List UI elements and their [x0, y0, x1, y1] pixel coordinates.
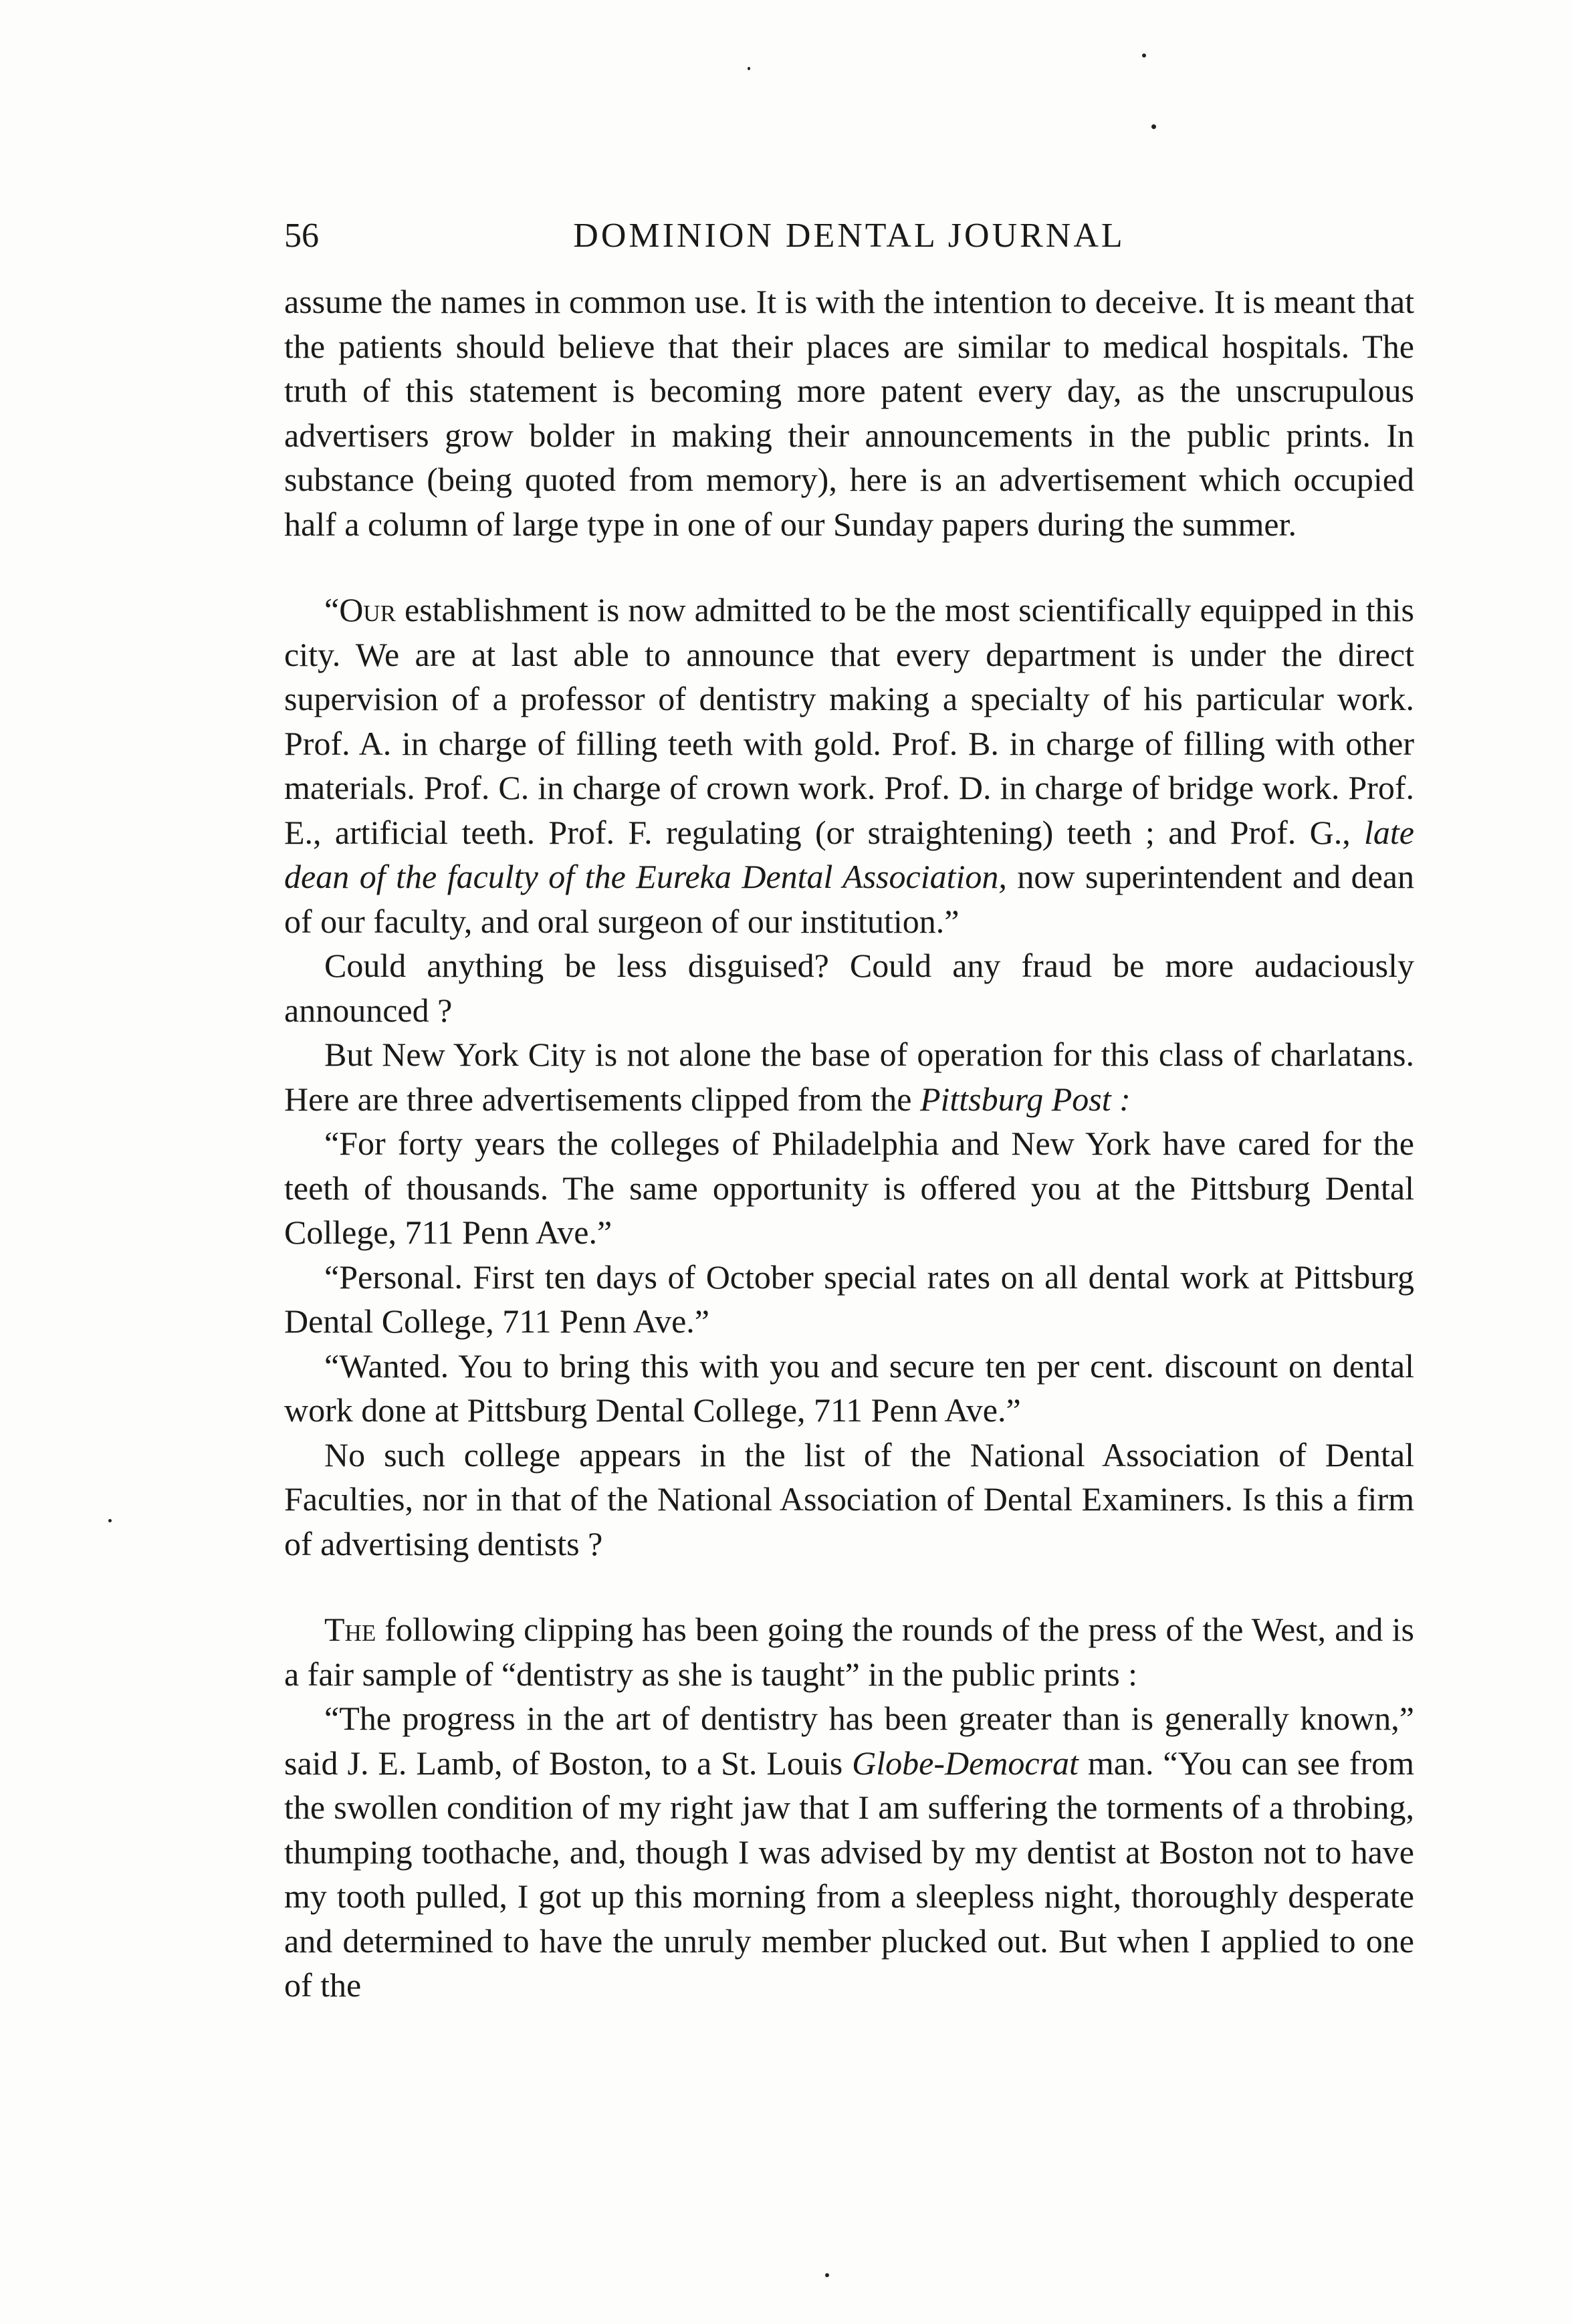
body-text — [284, 279, 1414, 2008]
lead-word: The — [324, 1611, 376, 1648]
clipping-quote — [284, 1696, 1414, 2008]
quote-text: now superintendent and dean of our faculty, and oral surgeon of our institution.” — [284, 858, 1414, 940]
lead-word: Our — [339, 591, 396, 628]
advertisement-quote: “For forty years the colleges of Philadelphia and New York have cared for the teeth of thousands. The same opportunity is offered you at the Pittsburg Dental College, 711 Penn Ave.” — [284, 1125, 1414, 1251]
scan-speck — [1142, 53, 1146, 57]
page-header — [284, 213, 1414, 259]
italic-text: late dean of the faculty of the Eureka Dental Association, — [284, 813, 1414, 895]
advertisement-quote: “Personal. First ten days of October special rates on all dental work at Pittsburg Dental College, 711 Penn Ave.” — [284, 1258, 1414, 1340]
advertisement-quote — [284, 588, 1414, 943]
paragraph: Could anything be less disguised? Could any fraud be more audaciously announced ? — [284, 947, 1414, 1029]
paragraph: No such college appears in the list of the National Association of Dental Faculties, nor in that of the National Association of Dental Examiners. Is this a firm of advertising dentists ? — [284, 1435, 1414, 1562]
paragraph-text: “The progress in the art of dentistry has been greater than is generally known,” said J. E. Lamb, of Boston, to a St. Louis — [284, 1700, 1414, 1782]
scan-speck — [825, 2273, 829, 2277]
open-quote: “ — [324, 591, 340, 628]
publication-title: Globe-Democrat — [852, 1744, 1079, 1782]
scan-speck — [748, 67, 750, 70]
paragraph-text: man. “You can see from the swollen condition of my right jaw that I am suffering the torments of a throbing, thumping toothache, and, though I was advised by my dentist at Boston not to have my tooth pulled, I got up this morning from a sleepless night, thoroughly desperate and determined to have the unruly member plucked out. But when I applied to one of the — [284, 1744, 1414, 2004]
paragraph — [284, 1607, 1414, 1696]
paragraph: assume the names in common use. It is with the intention to deceive. It is meant that the patients should believe that their places are similar to medical hospitals. The truth of this statement is becoming more patent every day, as the unscrupulous advertisers grow bolder in making their announcements in the public prints. In substance (being quoted from memory), here is an advertisement which occupied half a column of large type in one of our Sunday papers during the summer. — [284, 283, 1414, 543]
scan-speck — [1151, 124, 1156, 129]
paragraph-text: But New York City is not alone the base of operation for this class of charlatans. Here are three advertisements clipped from the — [284, 1036, 1414, 1118]
advertisement-quote: “Wanted. You to bring this with you and secure ten per cent. discount on dental work done at Pittsburg Dental College, 711 Penn Ave.” — [284, 1347, 1414, 1429]
scan-speck — [108, 1519, 112, 1522]
paragraph-text: following clipping has been going the rounds of the press of the West, and is a fair sample of “dentistry as she is taught” in the public prints : — [284, 1611, 1414, 1693]
quote-text: establishment is now admitted to be the most scientifically equipped in this city. We are at last able to announce that every department is under the direct supervision of a professor of dentistry making a specialty of his particular work. Prof. A. in charge of filling teeth with gold. Prof. B. in charge of filling with other materials. Prof. C. in charge of crown work. Prof. D. in charge of bridge work. Prof. E., artificial teeth. Prof. F. regulating (or straightening) teeth ; and Prof. G., — [284, 591, 1414, 851]
paragraph — [284, 1032, 1414, 1121]
publication-title: Pittsburg Post : — [919, 1080, 1131, 1118]
page-number: 56 — [284, 217, 319, 255]
running-head: DOMINION DENTAL JOURNAL — [573, 217, 1125, 255]
